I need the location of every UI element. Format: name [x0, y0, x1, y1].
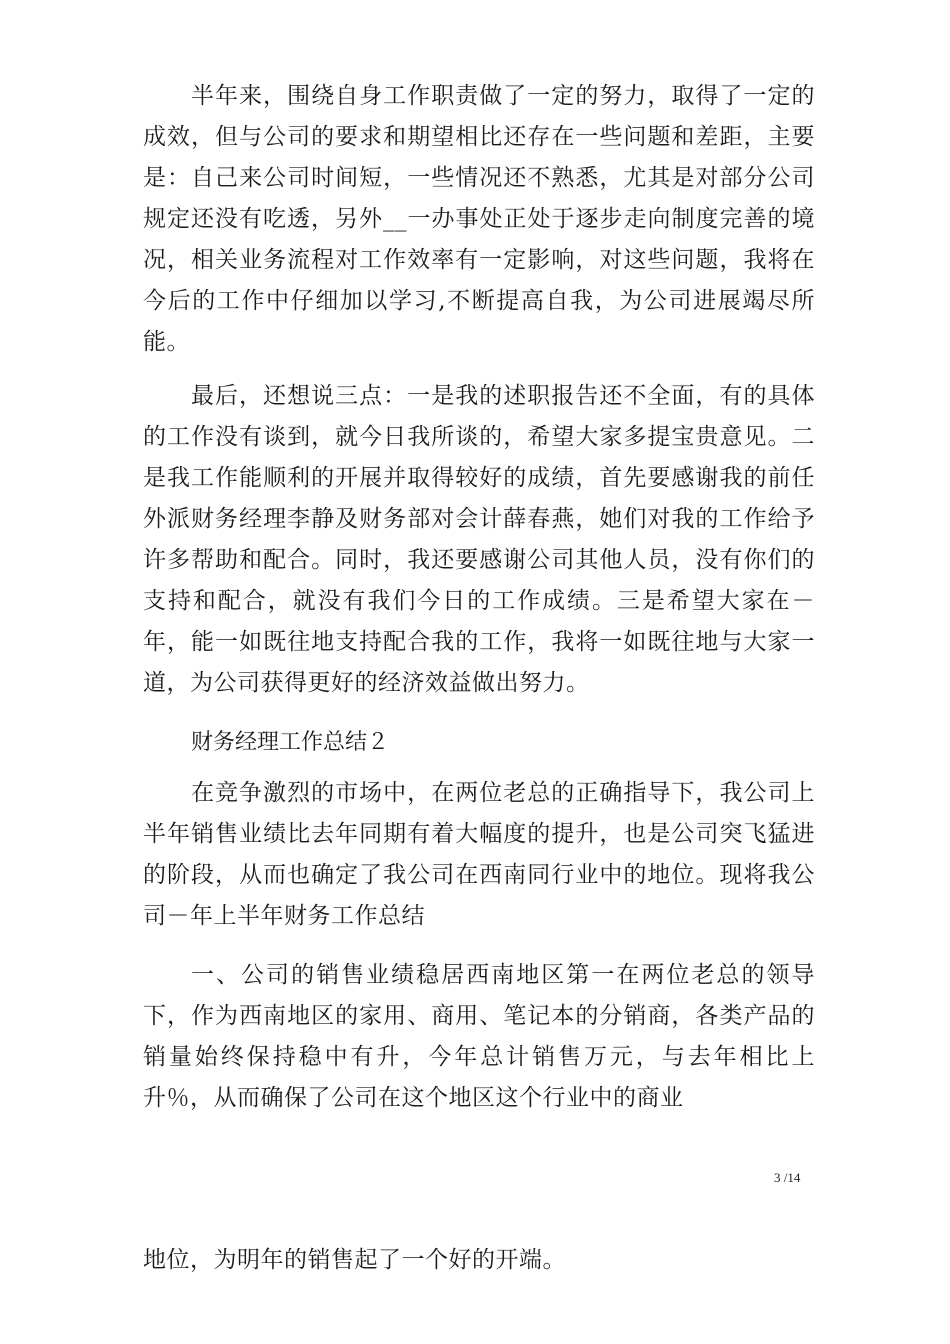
- paragraph-half-year-summary: 半年来，围绕自身工作职责做了一定的努力，取得了一定的成效，但与公司的要求和期望相比还存在一些问题和差距，主要是：自己来公司时间短，一些情况还不熟悉，尤其是对部分公司规定还没有吃透，另外__一办事处正处于逐步走向制度完善的境况，相关业务流程对工作效率有一定影响，对这些问题，我将在今后的工作中仔细加以学习,不断提高自我，为公司进展竭尽所能。: [143, 83, 815, 355]
- paragraph-continuation: 地位，为明年的销售起了一个好的开端。: [143, 1247, 566, 1273]
- paragraph-sales-performance: 一、公司的销售业绩稳居西南地区第一在两位老总的领导下，作为西南地区的家用、商用、笔记本的分销商，各类产品的销量始终保持稳中有升，今年总计销售万元，与去年相比上升％，从而确保了公司在这个地区这个行业中的商业: [143, 962, 815, 1111]
- paragraph-market-intro: 在竞争激烈的市场中，在两位老总的正确指导下，我公司上半年销售业绩比去年同期有着大幅度的提升，也是公司突飞猛进的阶段，从而也确定了我公司在西南同行业中的地位。现将我公司－年上半年财务工作总结: [143, 780, 815, 929]
- section-heading: 财务经理工作总结２: [191, 730, 390, 755]
- paragraph-closing-remarks: 最后，还想说三点：一是我的述职报告还不全面，有的具体的工作没有谈到，就今日我所谈的，希望大家多提宝贵意见。二是我工作能顺利的开展并取得较好的成绩，首先要感谢我的前任外派财务经理李静及财务部对会计薛春燕，她们对我的工作给予许多帮助和配合。同时，我还要感谢公司其他人员，没有你们的支持和配合，就没有我们今日的工作成绩。三是希望大家在－年，能一如既往地支持配合我的工作，我将一如既往地与大家一道，为公司获得更好的经济效益做出努力。: [143, 383, 815, 696]
- page-number: 3 /14: [774, 1170, 801, 1185]
